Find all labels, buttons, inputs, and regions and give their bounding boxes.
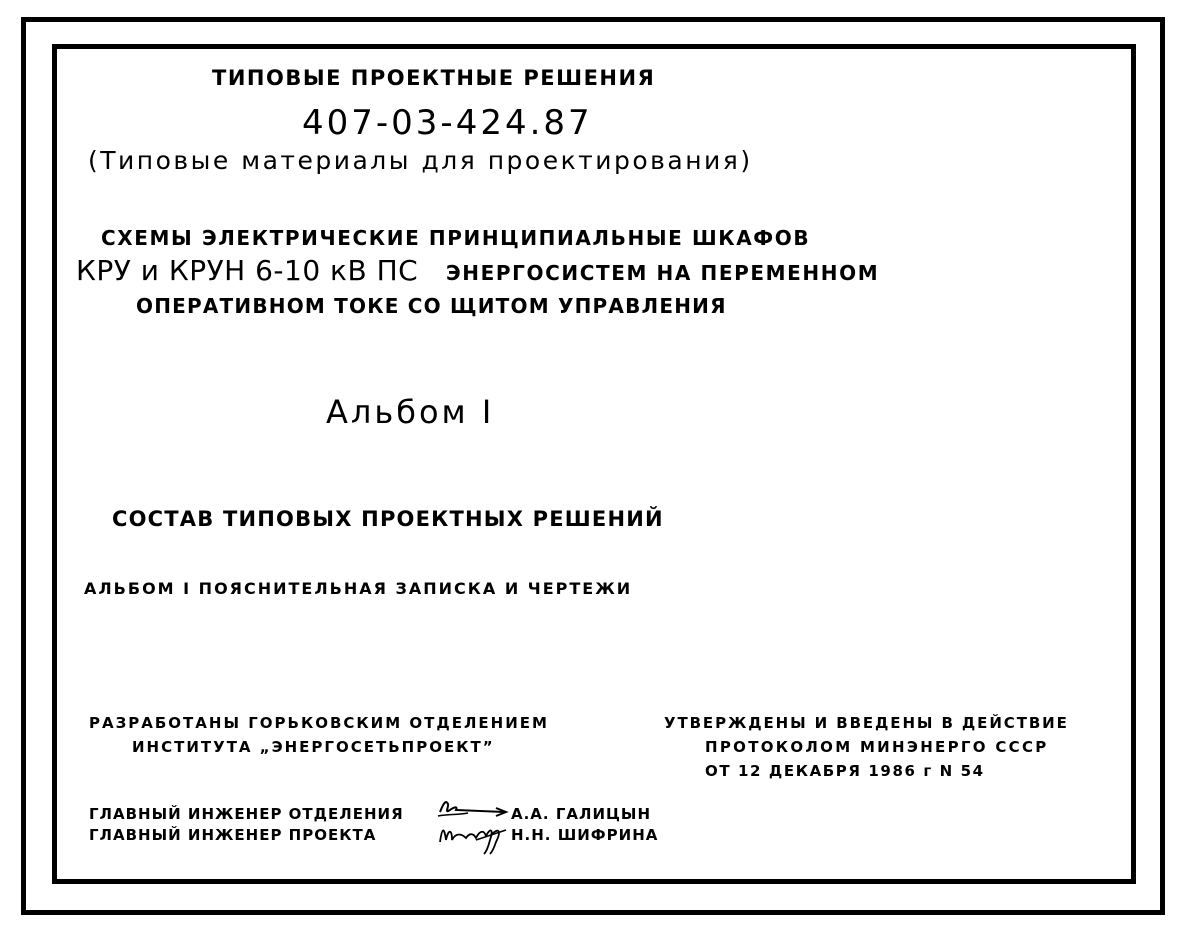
series-title: ТИПОВЫЕ ПРОЕКТНЫЕ РЕШЕНИЯ [212, 66, 656, 90]
composition-heading: СОСТАВ ТИПОВЫХ ПРОЕКТНЫХ РЕШЕНИЙ [112, 507, 664, 531]
title-line-2-rest: ЭНЕРГОСИСТЕМ НА ПЕРЕМЕННОМ [446, 261, 880, 285]
approval-line-1: УТВЕРЖДЕНЫ И ВВЕДЕНЫ В ДЕЙСТВИЕ [664, 714, 1069, 732]
signature-shifrina [436, 818, 510, 856]
signatory-name: Н.Н. ШИФРИНА [511, 826, 659, 844]
developer-line-2: ИНСТИТУТА „ЭНЕРГОСЕТЬПРОЕКТ” [132, 738, 495, 756]
document-code: 407-03-424.87 [302, 103, 593, 143]
developer-line-1: РАЗРАБОТАНЫ ГОРЬКОВСКИМ ОТДЕЛЕНИЕМ [89, 714, 549, 732]
title-line-2-large: КРУ и КРУН 6-10 кВ ПС [76, 254, 419, 287]
approval-line-2: ПРОТОКОЛОМ МИНЭНЕРГО СССР [705, 738, 1049, 756]
title-line-3: ОПЕРАТИВНОМ ТОКЕ СО ЩИТОМ УПРАВЛЕНИЯ [136, 294, 727, 318]
approval-line-3: ОТ 12 ДЕКАБРЯ 1986 г N 54 [705, 762, 985, 780]
title-line-1: СХЕМЫ ЭЛЕКТРИЧЕСКИЕ ПРИНЦИПИАЛЬНЫЕ ШКАФОВ [101, 226, 811, 250]
composition-item: АЛЬБОМ I ПОЯСНИТЕЛЬНАЯ ЗАПИСКА И ЧЕРТЕЖИ [84, 579, 633, 598]
signatory-role: ГЛАВНЫЙ ИНЖЕНЕР ПРОЕКТА [89, 826, 377, 844]
signatory-name: А.А. ГАЛИЦЫН [511, 805, 652, 823]
album-label: Альбом I [326, 393, 495, 431]
signatory-role: ГЛАВНЫЙ ИНЖЕНЕР ОТДЕЛЕНИЯ [89, 805, 404, 823]
document-subtitle: (Типовые материалы для проектирования) [88, 146, 753, 175]
